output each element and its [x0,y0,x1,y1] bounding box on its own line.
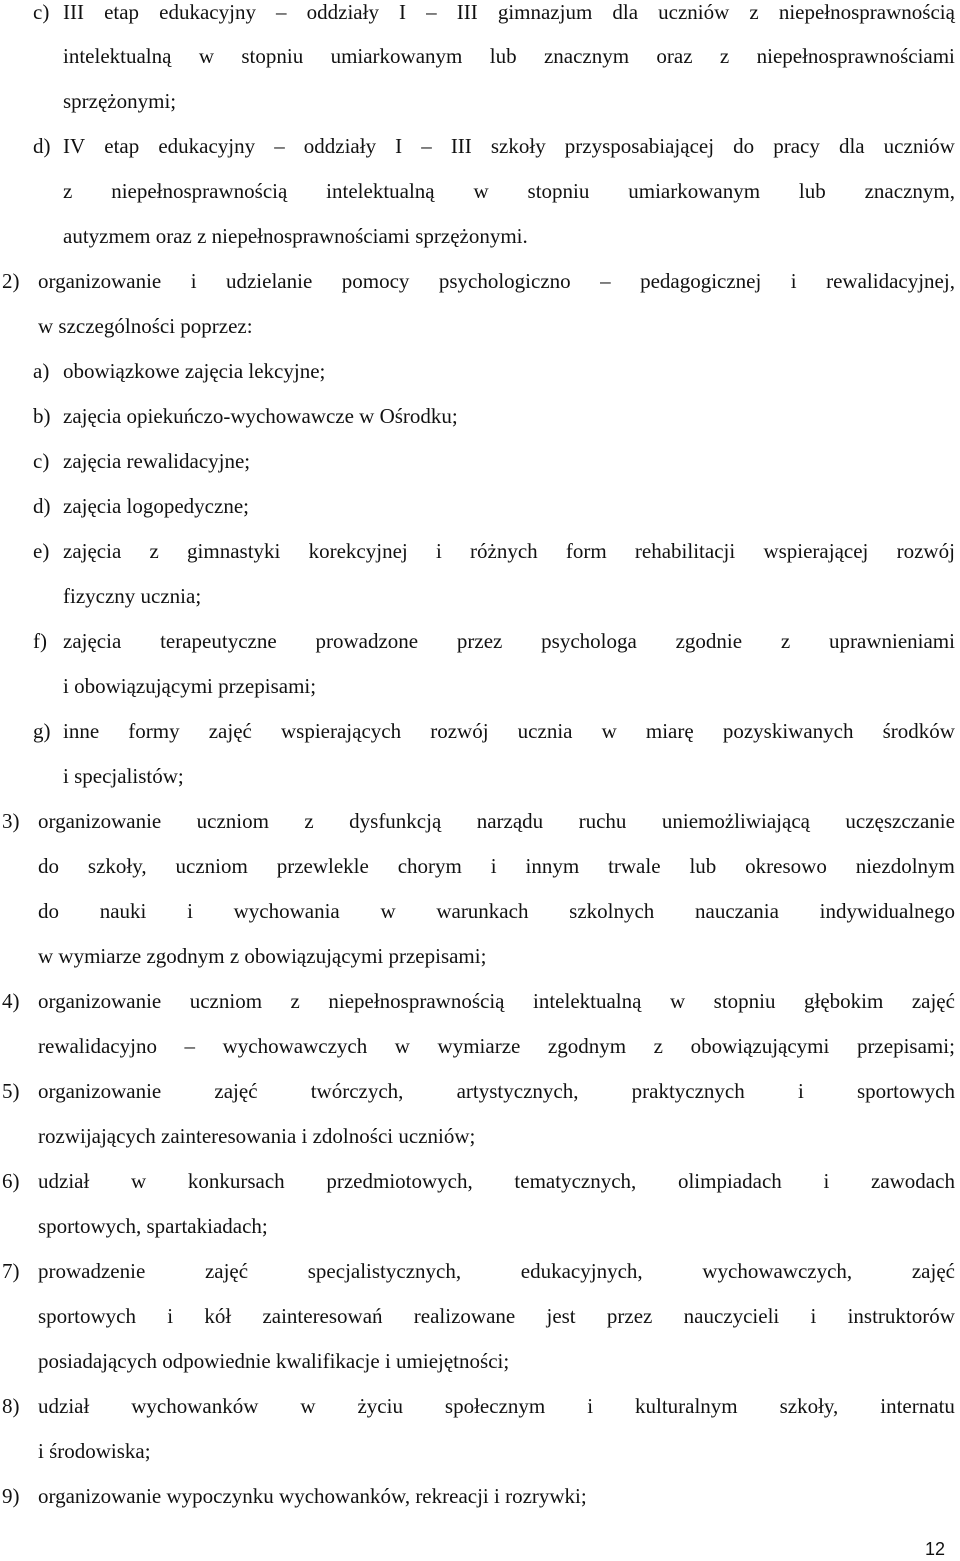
word: praktycznych [631,1079,745,1103]
word: zajęć [208,719,252,743]
word: organizowanie [38,269,162,293]
word: z [304,809,314,833]
text-line [0,709,960,754]
word: – [421,134,432,158]
word: formy [128,719,180,743]
word: innym [525,854,580,878]
word: terapeutyczne [160,629,277,653]
word: różnych [470,539,538,563]
word: zainteresowań [262,1304,383,1328]
word: – [276,0,287,24]
word: w [380,899,396,923]
word: udzielanie [225,269,313,293]
word: stopniu [713,989,776,1013]
text-line [0,979,960,1024]
word: psychologiczno [438,269,571,293]
word: znacznym, [864,179,955,203]
word: tematycznych, [514,1169,637,1193]
line-text [63,34,955,79]
word: dysfunkcją [349,809,442,833]
line-text: i obowiązującymi przepisami; [63,674,317,698]
line-text: zajęcia opiekuńczo-wychowawcze w Ośrodku; [63,404,458,428]
word: rozwój [430,719,489,743]
list-marker: 9) [2,1484,20,1508]
word: rozwój [896,539,955,563]
line-text: rozwijających zainteresowania i zdolności uczniów; [38,1124,476,1148]
word: ucznia [517,719,573,743]
text-line [0,529,960,574]
word: społecznym [444,1394,546,1418]
word: w [473,179,489,203]
word: prowadzenie [38,1259,146,1283]
word: w [601,719,617,743]
text-line [0,844,960,889]
text-line [0,304,960,349]
word: kół [204,1304,232,1328]
word: szkoły [490,134,546,158]
word: prowadzone [315,629,419,653]
text-line [0,1024,960,1069]
word: intelektualną [63,44,172,68]
word: uniemożliwiającą [661,809,810,833]
word: i [587,1394,594,1418]
word: uczniom [189,989,263,1013]
line-text: w szczególności poprzez: [38,314,253,338]
word: niepełnosprawnościami [756,44,955,68]
word: niepełnosprawnością [328,989,505,1013]
text-line [0,934,960,979]
word: pedagogicznej [640,269,762,293]
word: rehabilitacji [634,539,736,563]
line-text: w wymiarze zgodnym z obowiązującymi przepisami; [38,944,487,968]
word: z [63,179,73,203]
word: edukacyjny [158,134,256,158]
word: lub [798,179,826,203]
word: internatu [880,1394,955,1418]
word: trwale [608,854,661,878]
word: w [394,1034,410,1058]
word: I [395,134,403,158]
word: i [190,269,197,293]
text-line [0,259,960,304]
word: lub [689,854,717,878]
text-line [0,1474,960,1519]
word: etap [104,0,140,24]
word: edukacyjny [159,0,256,24]
word: III [63,0,84,24]
word: artystycznych, [456,1079,579,1103]
word: nauczycieli [683,1304,780,1328]
word: pracy [773,134,820,158]
list-marker: 7) [2,1259,20,1283]
word: przedmiotowych, [326,1169,473,1193]
list-marker: b) [33,404,51,428]
list-marker: 2) [2,269,20,293]
word: i [490,854,497,878]
word: szkoły, [779,1394,839,1418]
word: sportowych [856,1079,955,1103]
word: pomocy [341,269,410,293]
line-text: posiadających odpowiednie kwalifikacje i umiejętności; [38,1349,510,1373]
word: intelektualną [326,179,435,203]
word: i [797,1079,804,1103]
word: lub [489,44,517,68]
word: – [600,269,611,293]
text-line [0,169,960,214]
word: sportowych [38,1304,136,1328]
word: dla [838,134,865,158]
word: psychologa [541,629,637,653]
word: przez [456,629,503,653]
line-text: zajęcia rewalidacyjne; [63,449,251,473]
word: edukacyjnych, [520,1259,643,1283]
word: w [131,1169,147,1193]
word: udział [38,1169,90,1193]
line-text [38,1159,955,1204]
line-text [63,0,955,35]
word: warunkach [436,899,529,923]
word: nauczania [695,899,779,923]
word: zajęć [214,1079,258,1103]
word: – [274,134,285,158]
word: z [780,629,791,653]
text-line [0,1069,960,1114]
word: intelektualną [533,989,642,1013]
word: i [810,1304,817,1328]
text-line [0,484,960,529]
word: – [184,1034,196,1058]
word: wychowania [233,899,340,923]
list-marker: 3) [2,809,20,833]
line-text [38,1249,955,1294]
line-text: fizyczny ucznia; [63,584,202,608]
list-marker: a) [33,359,50,383]
word: korekcyjnej [308,539,408,563]
line-text [38,1069,955,1114]
word: organizowanie [38,809,162,833]
word: obowiązującymi [690,1034,830,1058]
word: i [823,1169,830,1193]
text-line [0,754,960,799]
word: uczęszczanie [845,809,955,833]
text-line [0,1294,960,1339]
word: wychowanków [131,1394,259,1418]
word: z [719,44,730,68]
text-line [0,394,960,439]
list-marker: g) [33,719,51,743]
word: stopniu [241,44,304,68]
line-text [63,529,955,574]
word: I [399,0,407,24]
word: dla [612,0,639,24]
word: chorym [397,854,462,878]
word: twórczych, [310,1079,404,1103]
word: wymiarze [437,1034,521,1058]
text-line [0,79,960,124]
word: oddziały [306,0,379,24]
word: uprawnieniami [829,629,955,653]
word: przysposabiającej [564,134,715,158]
text-line [0,1114,960,1159]
word: przepisami; [856,1034,955,1058]
word: uczniów [883,134,955,158]
word: niepełnosprawnością [111,179,288,203]
text-line [0,574,960,619]
text-line [0,619,960,664]
word: – [426,0,437,24]
word: organizowanie [38,989,162,1013]
word: szkolnych [569,899,655,923]
word: z [290,989,300,1013]
word: ruchu [578,809,627,833]
line-text: i specjalistów; [63,764,184,788]
word: zgodnie [675,629,743,653]
line-text: sportowych, spartakiadach; [38,1214,268,1238]
word: szkoły, [87,854,147,878]
line-text [38,844,955,889]
word: do [38,854,59,878]
line-text [38,1024,955,1069]
text-line [0,799,960,844]
word: gimnazjum [497,0,593,24]
word: w [198,44,214,68]
list-marker: c) [33,449,50,473]
word: instruktorów [847,1304,955,1328]
list-marker: d) [33,494,51,518]
word: rewalidacyjno [38,1034,157,1058]
text-line [0,1204,960,1249]
line-text [63,619,955,664]
page-number: 12 [925,1539,946,1559]
line-text [63,124,955,169]
list-marker: 5) [2,1079,20,1103]
word: środków [882,719,955,743]
text-line [0,0,960,35]
word: zajęcia [63,539,122,563]
text-line [0,1339,960,1384]
word: inne [63,719,100,743]
word: i [187,899,193,923]
line-text: sprzężonymi; [63,89,177,113]
word: do [733,134,755,158]
word: IV [63,134,86,158]
line-text: organizowanie wypoczynku wychowanków, rekreacji i rozrywki; [38,1484,587,1508]
word: pozyskiwanych [722,719,854,743]
word: z [749,0,759,24]
word: z [653,1034,663,1058]
line-text [38,1384,955,1429]
word: uczniów [658,0,730,24]
word: realizowane [413,1304,516,1328]
word: zajęcia [63,629,122,653]
word: konkursach [187,1169,285,1193]
word: życiu [357,1394,403,1418]
list-marker: 4) [2,989,20,1013]
text-line [0,124,960,169]
list-marker: f) [33,629,47,653]
word: i [167,1304,174,1328]
word: i [435,539,442,563]
text-line [0,1384,960,1429]
text-line [0,439,960,484]
list-marker: c) [33,0,50,24]
word: umiarkowanym [330,44,463,68]
word: zajęć [911,989,955,1013]
word: oddziały [303,134,377,158]
text-line [0,889,960,934]
word: indywidualnego [819,899,955,923]
word: uczniom [175,854,248,878]
word: gimnastyki [187,539,281,563]
word: niepełnosprawnością [778,0,955,24]
text-line [0,349,960,394]
line-text [63,709,955,754]
word: niezdolnym [855,854,955,878]
word: III [456,0,478,24]
line-text: zajęcia logopedyczne; [63,494,249,518]
word: jest [546,1304,576,1328]
word: udział [38,1394,90,1418]
word: etap [104,134,140,158]
word: rewalidacyjnej, [826,269,955,293]
list-marker: 8) [2,1394,20,1418]
word: zgodnym [547,1034,627,1058]
word: okresowo [745,854,827,878]
line-text [63,169,955,214]
word: olimpiadach [677,1169,782,1193]
line-text [38,889,955,934]
line-text: obowiązkowe zajęcia lekcyjne; [63,359,326,383]
word: umiarkowanym [628,179,761,203]
word: zawodach [871,1169,955,1193]
word: kulturalnym [634,1394,738,1418]
word: uczniom [196,809,269,833]
word: zajęć [204,1259,249,1283]
word: głębokim [803,989,884,1013]
word: wychowawczych [222,1034,368,1058]
word: przez [606,1304,653,1328]
text-line [0,1159,960,1204]
word: znacznym [543,44,630,68]
line-text [38,799,955,844]
word: przewlekle [276,854,369,878]
text-line [0,1429,960,1474]
text-line [0,34,960,79]
list-marker: e) [33,539,50,563]
list-marker: d) [33,134,51,158]
word: miarę [645,719,694,743]
line-text [38,1294,955,1339]
word: narządu [476,809,544,833]
word: form [565,539,607,563]
line-text [38,979,955,1024]
word: zajęć [911,1259,955,1283]
word: nauki [99,899,147,923]
word: specjalistycznych, [307,1259,462,1283]
word: oraz [656,44,693,68]
text-line [0,214,960,259]
word: wspierających [280,719,402,743]
word: w [300,1394,316,1418]
list-marker: 6) [2,1169,20,1193]
text-line [0,664,960,709]
word: wychowawczych, [702,1259,853,1283]
word: z [149,539,159,563]
word: stopniu [527,179,590,203]
word: wspierającej [763,539,869,563]
word: do [38,899,59,923]
word: i [790,269,797,293]
word: w [669,989,686,1013]
line-text: i środowiska; [38,1439,151,1463]
word: III [450,134,472,158]
line-text [38,259,955,304]
word: organizowanie [38,1079,162,1103]
line-text: autyzmem oraz z niepełnosprawnościami sprzężonymi. [63,224,528,248]
text-line [0,1249,960,1294]
